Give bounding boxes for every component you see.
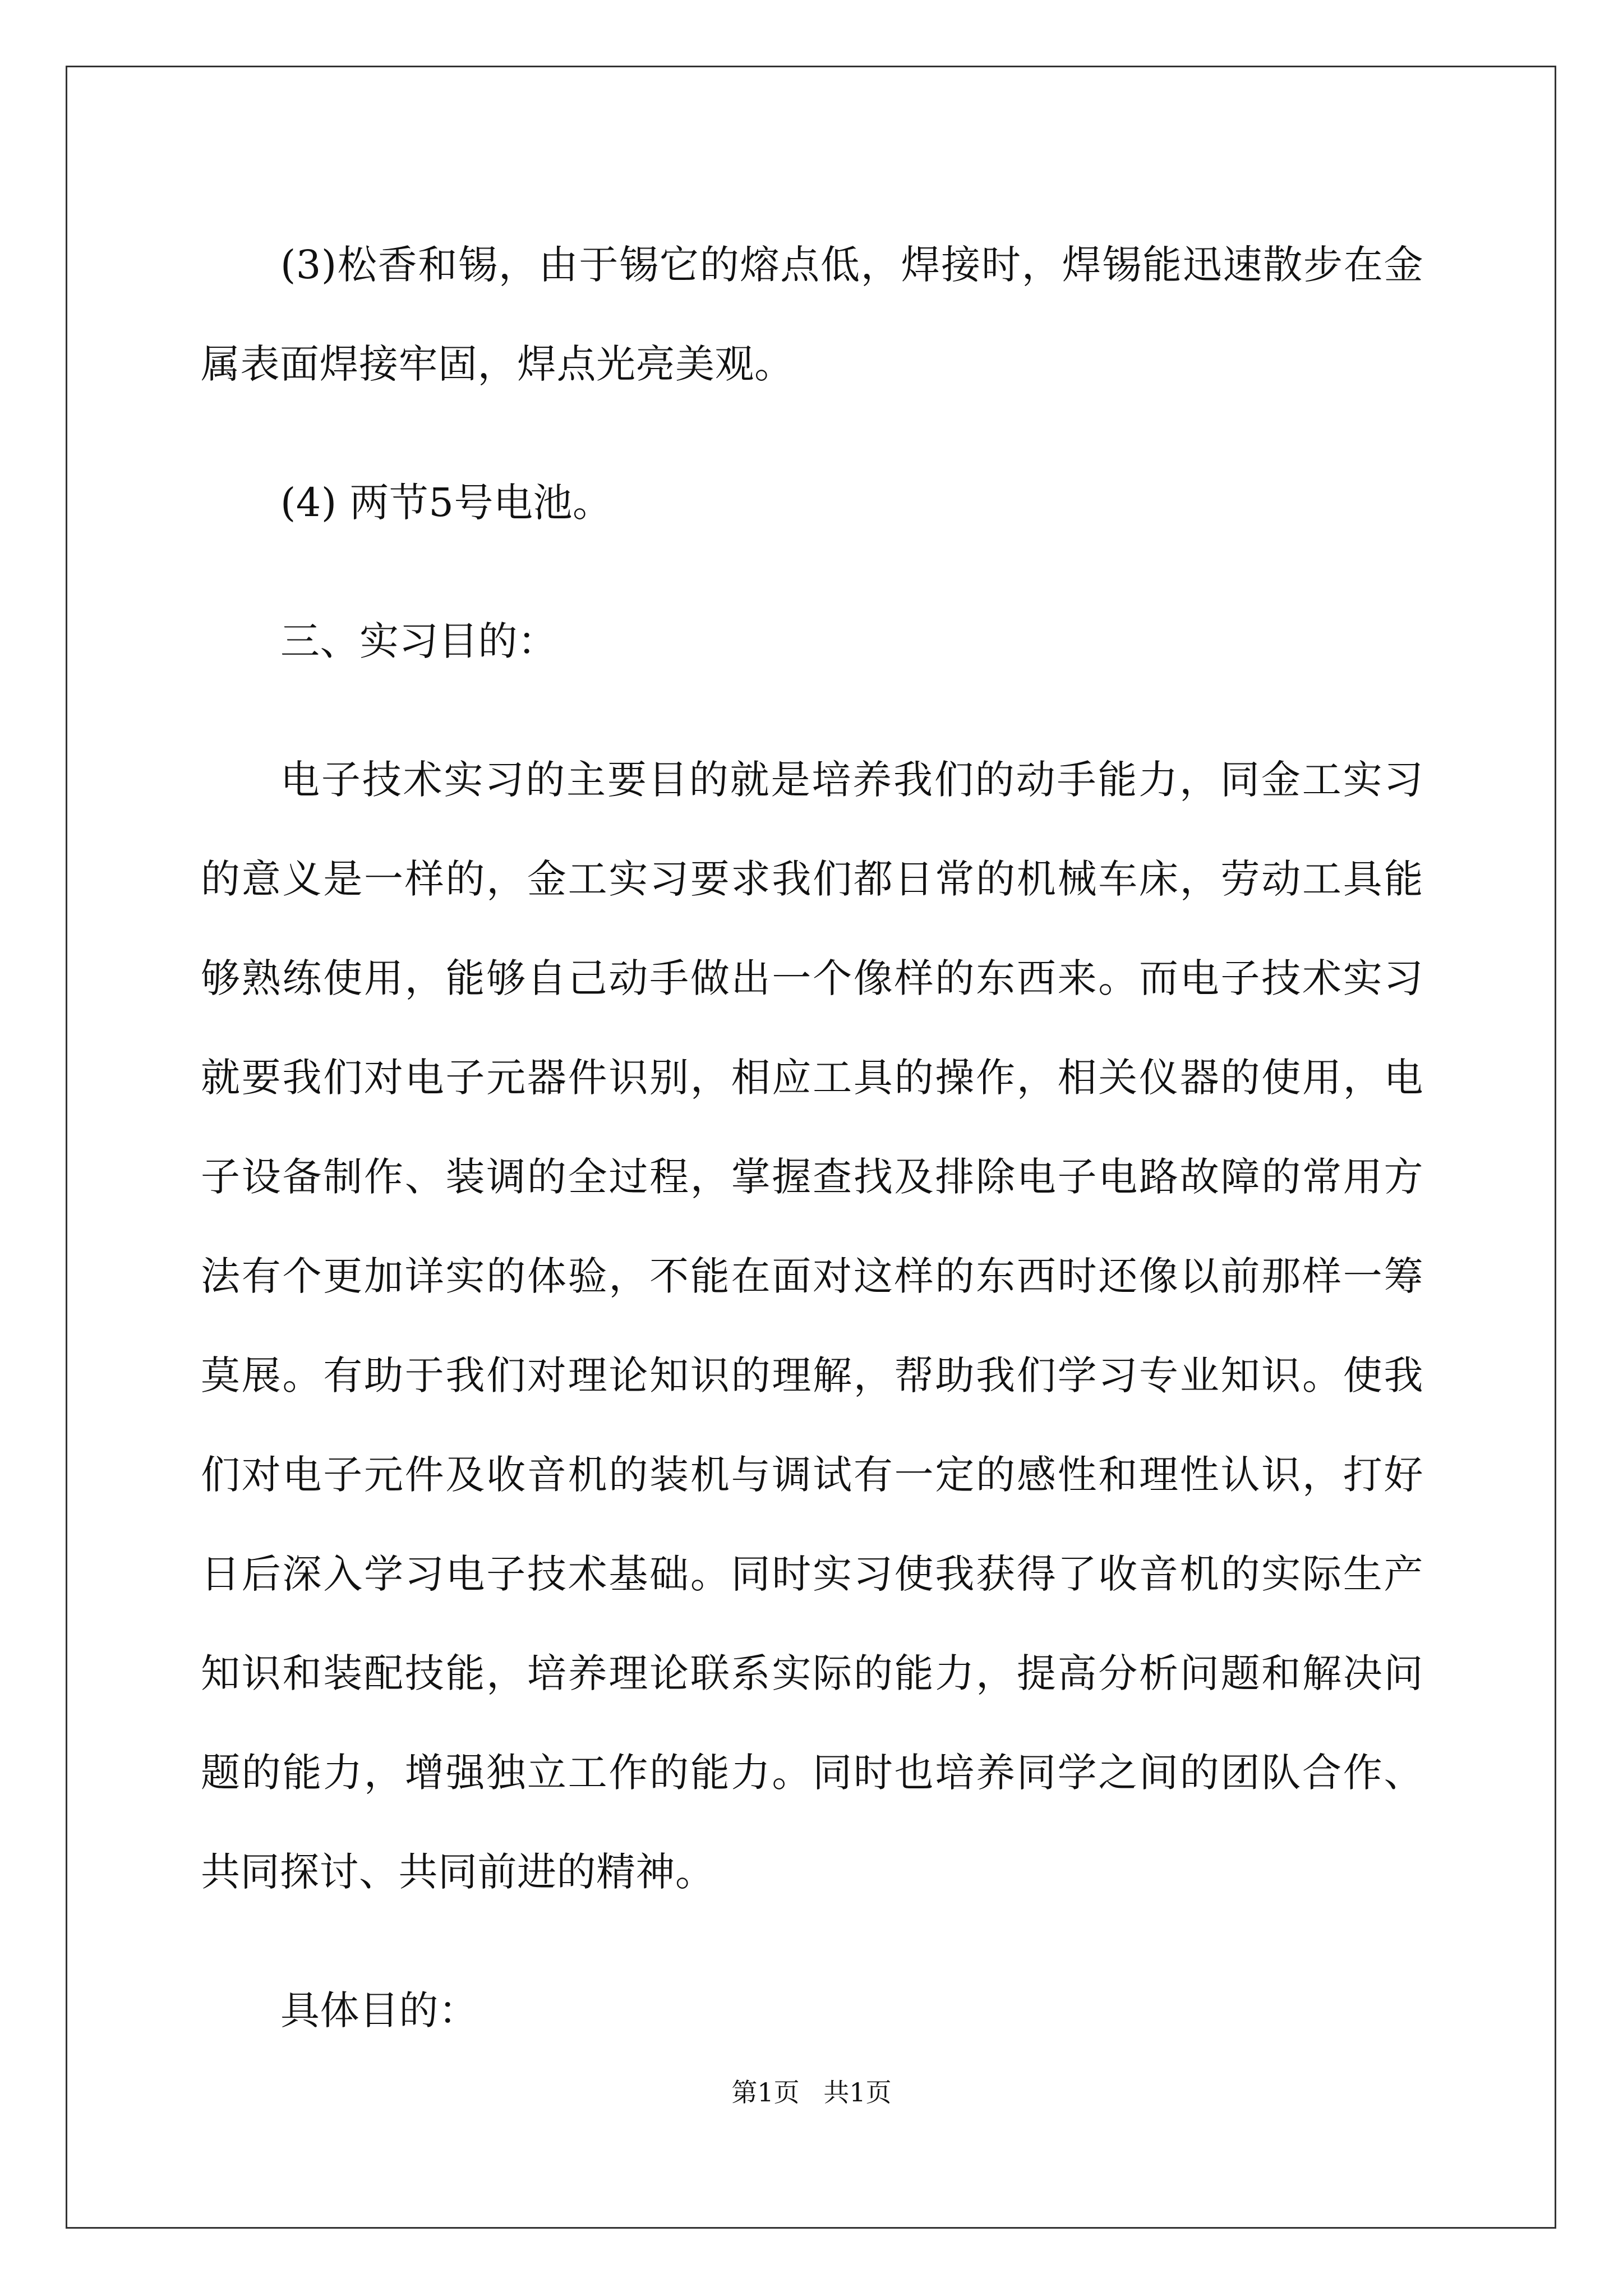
paragraph-materials-battery: (4) 两节5号电池。 xyxy=(280,480,612,526)
document-body xyxy=(201,215,1423,2060)
section-heading-purpose: 三、实习目的： xyxy=(280,618,557,664)
page-number: 第1页 xyxy=(731,2077,800,2108)
paragraph-purpose-body: 电子技术实习的主要目的就是培养我们的动手能力，同金工实习的意义是一样的，金工实习要求我们都日常的机械车床，劳动工具能够熟练使用，能够自己动手做出一个像样的东西来。而电子技术实习就要我们对电子元器件识别，相应工具的操作，相关仪器的使用，电子设备制作、装调的全过程，掌握查找及排除电子电路故障的常用方法有个更加详实的体验，不能在面对这样的东西时还像以前那样一筹莫展。有助于我们对理论知识的理解，帮助我们学习专业知识。使我们对电子元件及收音机的装机与调试有一定的感性和理性认识，打好日后深入学习电子技术基础。同时实习使我获得了收音机的实际生产知识和装配技能，培养理论联系实际的能力，提高分析问题和解决问题的能力，增强独立工作的能力。同时也培养同学之间的团队合作、共同探讨、共同前进的精神。 xyxy=(201,757,1423,1895)
paragraph-materials-rosin-tin: (3)松香和锡，由于锡它的熔点低，焊接时，焊锡能迅速散步在金属表面焊接牢固，焊点光亮美观。 xyxy=(201,242,1423,387)
page-footer xyxy=(0,2076,1623,2109)
page-total: 共1页 xyxy=(823,2077,892,2108)
paragraph-specific-purpose: 具体目的： xyxy=(280,1987,478,2033)
